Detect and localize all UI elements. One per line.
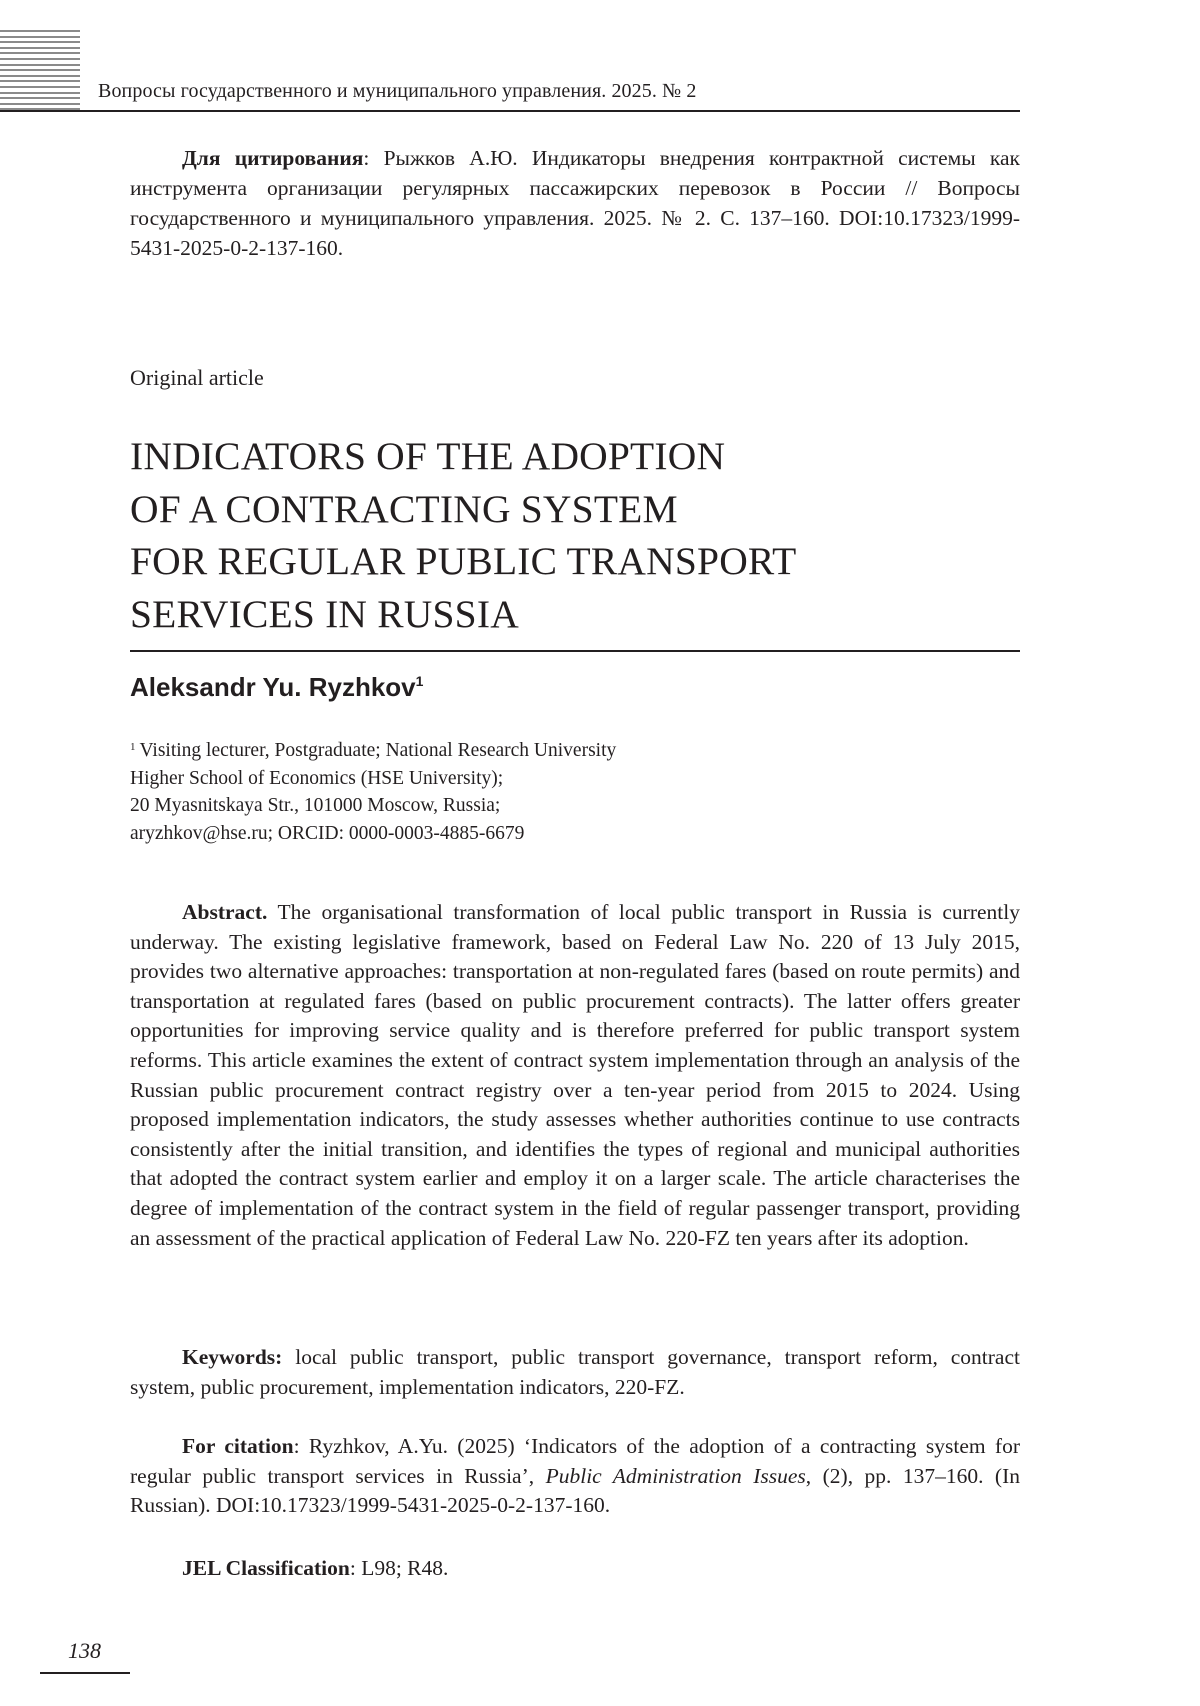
abstract-label: Abstract.: [182, 900, 268, 924]
affiliation-contact: aryzhkov@hse.ru; ORCID: 0000-0003-4885-6679: [130, 822, 525, 844]
header-rule: [0, 110, 1020, 112]
russian-citation-label: Для цитирования: [182, 146, 364, 170]
journal-name: Public Administration Issues: [545, 1463, 806, 1488]
abstract-text: The organisational transformation of local public transport in Russia is currently underway. The existing legislative framework, based on Federal Law No. 220 of 13 July 2015, provides two alternative approaches: transportation at non-regulated fares (based on route permits) and transportation at regulated fares (based on public procurement contracts). The latter offers greater opportunities for improving service quality and is therefore preferred for public transport system reforms. This article examines the extent of contract system implementation through an analysis of the Russian public procurement contract registry over a ten-year period from 2015 to 2024. Using proposed implementation indicators, the study assesses whether authorities continue to use contracts consistently after the initial transition, and identifies the types of regional and municipal authorities that adopted the contract system earlier and employ it on a larger scale. The article characterises the degree of implementation of the contract system in the field of regular passenger transport, providing an assessment of the practical application of Federal Law No. 220-FZ ten years after its adoption.: [130, 900, 1020, 1250]
jel-label: JEL Classification: [182, 1556, 350, 1580]
english-citation-label: For citation: [182, 1434, 294, 1458]
abstract: [130, 898, 1020, 1253]
author-affiliation: [130, 734, 830, 847]
affiliation-marker: 1: [130, 741, 136, 753]
english-citation: For citation: Ryzhkov, A.Yu. (2025) ‘Indicators of the adoption of a contracting system for regular public transport services in Russia’, Public Administration Issues, (2), pp. 137–160. (In Russian). DOI:10.17323/1999-5431-2025-0-2-137-160.: [130, 1434, 1020, 1518]
journal-running-head: Вопросы государственного и муниципального управления. 2025. № 2: [98, 80, 697, 102]
title-line: FOR REGULAR PUBLIC TRANSPORT: [130, 539, 797, 583]
article-type: Original article: [130, 365, 264, 390]
affiliation-line: Higher School of Economics (HSE University);: [130, 767, 504, 789]
page-number: 138: [68, 1638, 101, 1663]
author-affiliation-marker: 1: [415, 673, 424, 689]
affiliation-line: $^1$ Visiting lecturer, Postgraduate; National Research University: [130, 740, 617, 761]
author-name: Aleksandr Yu. Ryzhkov$^1$: [130, 672, 424, 702]
header-stripes-decoration: [0, 30, 80, 110]
title-rule: [130, 650, 1020, 652]
jel-codes: : L98; R48.: [349, 1556, 449, 1580]
title-line: INDICATORS OF THE ADOPTION: [130, 434, 726, 478]
keywords-label: Keywords:: [182, 1345, 283, 1369]
keywords-text: local public transport, public transport governance, transport reform, contract system, public procurement, implementation indicators, 220-FZ.: [130, 1345, 1020, 1399]
jel-classification: [182, 1556, 448, 1581]
title-line: OF A CONTRACTING SYSTEM: [130, 486, 678, 531]
article-title: [130, 430, 1020, 640]
page-number-rule: [40, 1672, 130, 1674]
russian-citation: [130, 143, 1020, 263]
affiliation-line: 20 Myasnitskaya Str., 101000 Moscow, Russia;: [130, 795, 501, 816]
title-line: SERVICES IN RUSSIA: [130, 591, 519, 636]
keywords: [130, 1343, 1020, 1402]
russian-citation-text: : Рыжков А.Ю. Индикаторы внедрения контрактной системы как инструмента организации регулярных пассажирских перевозок в России // Вопросы государственного и муниципального управления. 2025. № 2. С. 137–160. DOI:10.17323/1999-5431-2025-0-2-137-160.: [130, 146, 1020, 260]
